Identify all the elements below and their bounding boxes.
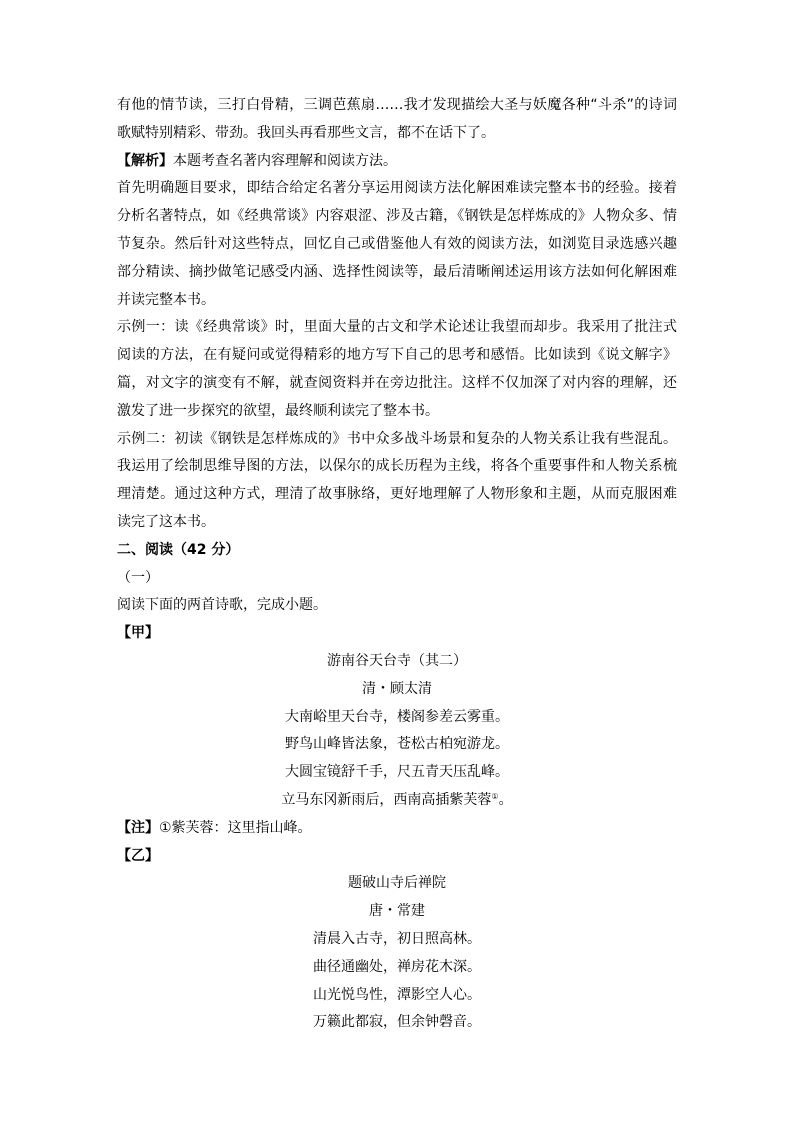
poem-a-note bbox=[117, 815, 677, 843]
note-tag: 【注】 bbox=[117, 819, 159, 836]
poem-a-title: 游南谷天台寺（其二） bbox=[327, 652, 467, 669]
poem-a-line-2: 野鸟山峰皆法象，苍松古柏宛游龙。 bbox=[285, 736, 509, 753]
poem-a-author: 清・顾太清 bbox=[362, 680, 432, 697]
poem-b-line-1: 清晨入古寺，初日照高林。 bbox=[313, 930, 481, 947]
example2-line-2: 我运用了绘制思维导图的方法，以保尔的成长历程为主线，将各个重要事件和人物关系梳 bbox=[117, 458, 677, 475]
poem-b-line-4: 万籁此都寂，但余钟磬音。 bbox=[313, 1014, 481, 1031]
footnote-mark: ① bbox=[491, 791, 499, 801]
document-page bbox=[117, 92, 677, 1037]
poem-a-line-4 bbox=[117, 787, 677, 815]
example1-line-3: 篇，对文字的演变有不解，就查阅资料并在旁边批注。这样不仅加深了对内容的理解，还 bbox=[117, 374, 677, 391]
section-instruction: 阅读下面的两首诗歌，完成小题。 bbox=[117, 597, 327, 614]
example2-line-4: 读完了这本书。 bbox=[117, 513, 215, 530]
poem-b-line-3: 山光悦鸟性，潭影空人心。 bbox=[313, 986, 481, 1003]
poem-b-title: 题破山寺后禅院 bbox=[348, 875, 446, 892]
example1-line-4: 激发了进一步探究的欲望，最终顺利读完了整本书。 bbox=[117, 402, 439, 419]
example1-line-1: 示例一：读《经典常谈》时，里面大量的古文和学术论述让我望而却步。我采用了批注式 bbox=[117, 319, 677, 336]
poem-b-author: 唐・常建 bbox=[369, 903, 425, 920]
poem-a-line-4-end: 。 bbox=[498, 791, 513, 808]
analysis-line-2: 分析名著特点，如《经典常谈》内容艰涩、涉及古籍，《钢铁是怎样炼成的》人物众多、情 bbox=[117, 208, 677, 225]
analysis-line-4: 部分精读、摘抄做笔记感受内涵、选择性阅读等，最后清晰阐述运用该方法如何化解困难 bbox=[117, 263, 677, 280]
poem-a-line-4-text: 立马东冈新雨后，西南高插紫芙蓉 bbox=[281, 791, 492, 808]
analysis-first-line: 本题考查名著内容理解和阅读方法。 bbox=[173, 152, 397, 169]
analysis-tag-line bbox=[117, 148, 677, 176]
example2-line-1: 示例二：初读《钢铁是怎样炼成的》书中众多战斗场景和复杂的人物关系让我有些混乱。 bbox=[117, 430, 677, 447]
section-sub: （一） bbox=[117, 569, 159, 586]
example2-line-3: 理清楚。通过这种方式，理清了故事脉络，更好地理解了人物形象和主题，从而克服困难 bbox=[117, 486, 677, 503]
poem-b-line-2: 曲径通幽处，禅房花木深。 bbox=[313, 958, 481, 975]
poem-a-line-1: 大南峪里天台寺，楼阁参差云雾重。 bbox=[285, 708, 509, 725]
analysis-tag: 【解析】 bbox=[117, 152, 173, 169]
note-text: ①紫芙蓉：这里指山峰。 bbox=[159, 819, 312, 836]
section-heading: 二、阅读（42 分） bbox=[117, 541, 240, 558]
example1-line-2: 阅读的方法，在有疑问或觉得精彩的地方写下自己的思考和感悟。比如读到《说文解字》 bbox=[117, 347, 677, 364]
analysis-line-3: 节复杂。然后针对这些特点，回忆自己或借鉴他人有效的阅读方法，如浏览目录选感兴趣 bbox=[117, 235, 677, 252]
poem-a-label: 【甲】 bbox=[117, 625, 159, 642]
analysis-line-1: 首先明确题目要求，即结合给定名著分享运用阅读方法化解困难读完整本书的经验。接着 bbox=[117, 180, 677, 197]
intro-line-1: 有他的情节读，三打白骨精，三调芭蕉扇……我才发现描绘大圣与妖魔各种“斗杀”的诗词 bbox=[117, 97, 677, 113]
poem-b-label: 【乙】 bbox=[117, 847, 159, 864]
analysis-line-5: 并读完整本书。 bbox=[117, 291, 215, 308]
poem-a-line-3: 大圆宝镜舒千手，尺五青天压乱峰。 bbox=[285, 764, 509, 781]
intro-line-2: 歌赋特别精彩、带劲。我回头再看那些文言，都不在话下了。 bbox=[117, 124, 495, 141]
